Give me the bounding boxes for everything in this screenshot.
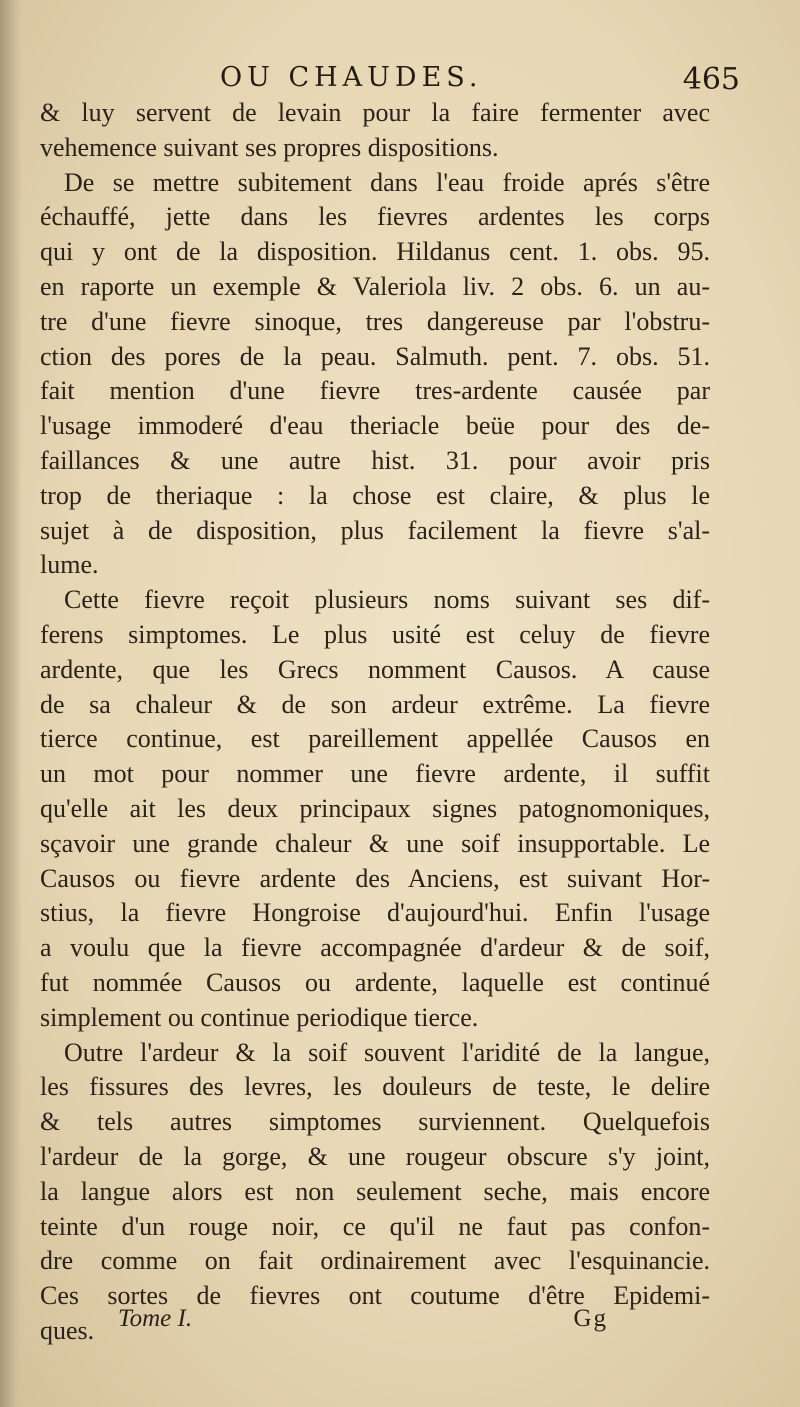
page-footer xyxy=(118,1305,608,1345)
text-line: tre d'une fievre sinoque, tres dangereuse par l'obstru- xyxy=(40,306,710,336)
text-line: ques. xyxy=(40,1315,95,1345)
text-line: faillances & une autre hist. 31. pour avoir pris xyxy=(40,445,710,475)
text-line: & tels autres simptomes surviennent. Quelquefois xyxy=(40,1107,710,1137)
text-line: la langue alors est non seulement seche, mais encore xyxy=(40,1176,710,1206)
text-line: ction des pores de la peau. Salmuth. pent. 7. obs. 51. xyxy=(40,341,710,371)
page-gutter-shadow xyxy=(0,0,22,1407)
text-line: dre comme on fait ordinairement avec l'esquinancie. xyxy=(40,1246,710,1276)
text-line: un mot pour nommer une fievre ardente, il suffit xyxy=(40,759,710,789)
text-line: & luy servent de levain pour la faire fermenter avec xyxy=(40,98,710,127)
text-line: ardente, que les Grecs nomment Causos. A cause xyxy=(40,654,710,684)
text-line: Cette fievre reçoit plusieurs noms suivant ses dif- xyxy=(64,585,710,615)
text-line: Outre l'ardeur & la soif souvent l'aridité de la langue, xyxy=(64,1037,710,1067)
gathering-signature: Gg xyxy=(573,1305,608,1332)
text-line: échauffé, jette dans les fievres ardentes les corps xyxy=(40,202,710,232)
volume-signature: Tome I. xyxy=(118,1305,193,1332)
text-line: qu'elle ait les deux principaux signes patognomoniques, xyxy=(40,793,710,823)
text-line: ferens simptomes. Le plus usité est celuy de fievre xyxy=(40,619,710,649)
text-line: sujet à de disposition, plus facilement la fievre s'al- xyxy=(40,515,710,545)
text-line: tierce continue, est pareillement appellée Causos en xyxy=(40,724,710,754)
text-line: vehemence suivant ses propres dispositions. xyxy=(40,132,499,162)
text-line: l'ardeur de la gorge, & une rougeur obscure s'y joint, xyxy=(40,1141,710,1171)
text-line: a voulu que la fievre accompagnée d'ardeur & de soif, xyxy=(40,933,710,963)
page-number: 465 xyxy=(682,62,740,97)
text-line: sçavoir une grande chaleur & une soif insupportable. Le xyxy=(40,828,710,858)
text-line: Ces sortes de fievres ont coutume d'être Epidemi- xyxy=(40,1281,710,1311)
text-line: fut nommée Causos ou ardente, laquelle est continué xyxy=(40,967,710,997)
text-line: les fissures des levres, les douleurs de teste, le delire xyxy=(40,1072,710,1102)
text-line: teinte d'un rouge noir, ce qu'il ne faut pas confon- xyxy=(40,1211,710,1241)
text-line: trop de theriaque : la chose est claire, & plus le xyxy=(40,480,710,510)
text-line: en raporte un exemple & Valeriola liv. 2 obs. 6. un au- xyxy=(40,271,710,301)
text-line: de sa chaleur & de son ardeur extrême. La fievre xyxy=(40,689,710,719)
text-line: l'usage immoderé d'eau theriacle beüe pour des de- xyxy=(40,411,710,441)
text-line: lume. xyxy=(40,550,99,580)
text-line: fait mention d'une fievre tres-ardente causée par xyxy=(40,376,710,406)
text-line: stius, la fievre Hongroise d'aujourd'hui. Enfin l'usage xyxy=(40,898,710,928)
body-text xyxy=(40,96,710,1349)
running-head-title: OU CHAUDES. xyxy=(220,62,483,93)
text-line: De se mettre subitement dans l'eau froide aprés s'être xyxy=(64,167,710,197)
text-line: qui y ont de la disposition. Hildanus cent. 1. obs. 95. xyxy=(40,237,710,267)
text-line: simplement ou continue periodique tierce. xyxy=(40,1002,479,1032)
text-line: Causos ou fievre ardente des Anciens, est suivant Hor- xyxy=(40,863,710,893)
